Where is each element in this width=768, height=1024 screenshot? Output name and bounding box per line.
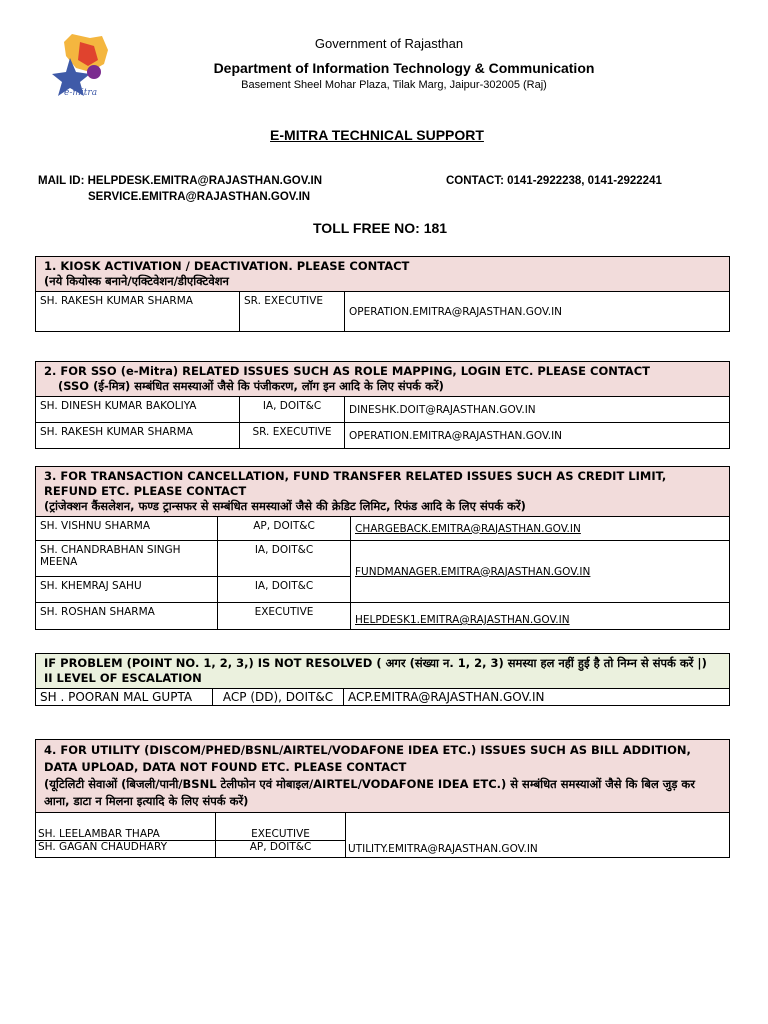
section-4-heading-en: 4. FOR UTILITY (DISCOM/PHED/BSNL/AIRTEL/VODAFONE IDEA ETC.) ISSUES SUCH AS BILL ADDITION, DATA UPLOAD, DATA NOT FOUND ETC. PLEASE CONTACT	[44, 743, 691, 774]
table-row	[36, 541, 730, 577]
logo-text: e-mitra	[64, 88, 98, 98]
gov-title: Government of Rajasthan	[314, 36, 464, 51]
contact-name: SH. KHEMRAJ SAHU	[36, 577, 218, 603]
mail-id-2: SERVICE.EMITRA@RAJASTHAN.GOV.IN	[88, 191, 311, 203]
contact-designation: SR. EXECUTIVE	[240, 423, 345, 449]
section-1-heading-en: 1. KIOSK ACTIVATION / DEACTIVATION. PLEASE CONTACT	[44, 259, 410, 273]
contact-designation: EXECUTIVE	[218, 603, 351, 630]
section-4-heading	[36, 740, 730, 813]
contact-designation: IA, DOIT&C	[218, 541, 351, 577]
section-3-heading-en: 3. FOR TRANSACTION CANCELLATION, FUND TRANSFER RELATED ISSUES SUCH AS CREDIT LIMIT, REFUND ETC. PLEASE CONTACT	[44, 469, 667, 498]
contact-email[interactable]: HELPDESK1.EMITRA@RAJASTHAN.GOV.IN	[351, 603, 730, 630]
table-row	[36, 423, 730, 449]
contact-name: SH . POORAN MAL GUPTA	[36, 689, 213, 706]
contact-name: SH. RAKESH KUMAR SHARMA	[36, 292, 240, 332]
section-3-table	[35, 466, 730, 630]
section-2-table	[35, 361, 730, 449]
contact-designation: IA, DOIT&C	[218, 577, 351, 603]
section-3-heading	[36, 467, 730, 517]
contact-designation: AP, DOIT&C	[216, 841, 346, 858]
contact-name: SH. ROSHAN SHARMA	[36, 603, 218, 630]
toll-free: TOLL FREE NO: 181	[313, 220, 448, 236]
table-row	[36, 813, 730, 841]
contact-designation: EXECUTIVE	[216, 813, 346, 841]
section-3-heading-hi: (ट्रांजेक्शन कैंसलेशन, फण्ड ट्रान्सफर से सम्बंधित समस्याओं जैसे की क्रेडिट लिमिट, रिफंड आदि के लिए संपर्क करें)	[44, 499, 526, 513]
escalation-heading	[36, 654, 730, 689]
contact-designation: SR. EXECUTIVE	[240, 292, 345, 332]
section-4-table	[35, 739, 730, 858]
contact-numbers: CONTACT: 0141-2922238, 0141-2922241	[446, 175, 662, 187]
contact-designation: IA, DOIT&C	[240, 397, 345, 423]
contact-email[interactable]: OPERATION.EMITRA@RAJASTHAN.GOV.IN	[345, 292, 730, 332]
contact-email[interactable]: CHARGEBACK.EMITRA@RAJASTHAN.GOV.IN	[351, 517, 730, 541]
section-2-heading	[36, 362, 730, 397]
table-row	[36, 517, 730, 541]
mail-id: MAIL ID: HELPDESK.EMITRA@RAJASTHAN.GOV.IN	[38, 175, 323, 187]
contact-email[interactable]: ACP.EMITRA@RAJASTHAN.GOV.IN	[344, 689, 730, 706]
contact-email[interactable]: DINESHK.DOIT@RAJASTHAN.GOV.IN	[345, 397, 730, 423]
escalation-heading-line2: II LEVEL OF ESCALATION	[44, 671, 202, 685]
contact-email[interactable]: FUNDMANAGER.EMITRA@RAJASTHAN.GOV.IN	[351, 541, 730, 603]
section-2-heading-en: 2. FOR SSO (e-Mitra) RELATED ISSUES SUCH AS ROLE MAPPING, LOGIN ETC. PLEASE CONTACT	[44, 364, 650, 378]
contact-designation: AP, DOIT&C	[218, 517, 351, 541]
contact-name: SH. RAKESH KUMAR SHARMA	[36, 423, 240, 449]
contact-name: SH. LEELAMBAR THAPA	[36, 813, 216, 841]
section-1-table	[35, 256, 730, 332]
table-row	[36, 397, 730, 423]
contact-name: SH. CHANDRABHAN SINGH MEENA	[36, 541, 218, 577]
section-1-heading-hi: (नये कियोस्क बनाने/एक्टिवेशन/डीएक्टिवेशन	[44, 274, 229, 288]
section-4-heading-hi: (यूटिलिटी सेवाओं (बिजली/पानी/BSNL टेलीफोन एवं मोबाइल/AIRTEL/VODAFONE IDEA ETC.) से सम्बंधित समस्याओं जैसे कि बिल जुड़ कर आना, डाटा न मिलना इत्यादि के लिए संपर्क करें)	[44, 777, 695, 808]
page-title: E-MITRA TECHNICAL SUPPORT	[270, 127, 484, 143]
contact-email[interactable]: UTILITY.EMITRA@RAJASTHAN.GOV.IN	[346, 813, 730, 858]
contact-designation: ACP (DD), DOIT&C	[213, 689, 344, 706]
address: Basement Sheel Mohar Plaza, Tilak Marg, Jaipur-302005 (Raj)	[241, 79, 547, 91]
section-1-heading	[36, 257, 730, 292]
escalation-table	[35, 653, 730, 706]
contact-email[interactable]: OPERATION.EMITRA@RAJASTHAN.GOV.IN	[345, 423, 730, 449]
table-row	[36, 689, 730, 706]
escalation-heading-line1: IF PROBLEM (POINT NO. 1, 2, 3,) IS NOT RESOLVED ( अगर (संख्या न. 1, 2, 3) समस्या हल नहीं हुई है तो निम्न से संपर्क करें |)	[44, 656, 707, 670]
section-2-heading-hi: (SSO (ई-मित्र) सम्बंधित समस्याओं जैसे कि पंजीकरण, लॉग इन आदि के लिए संपर्क करें)	[58, 379, 444, 393]
contact-name: SH. VISHNU SHARMA	[36, 517, 218, 541]
dept-title: Department of Information Technology & Communication	[213, 60, 595, 76]
table-row	[36, 603, 730, 630]
contact-name: SH. GAGAN CHAUDHARY	[36, 841, 216, 858]
contact-name: SH. DINESH KUMAR BAKOLIYA	[36, 397, 240, 423]
table-row	[36, 292, 730, 332]
